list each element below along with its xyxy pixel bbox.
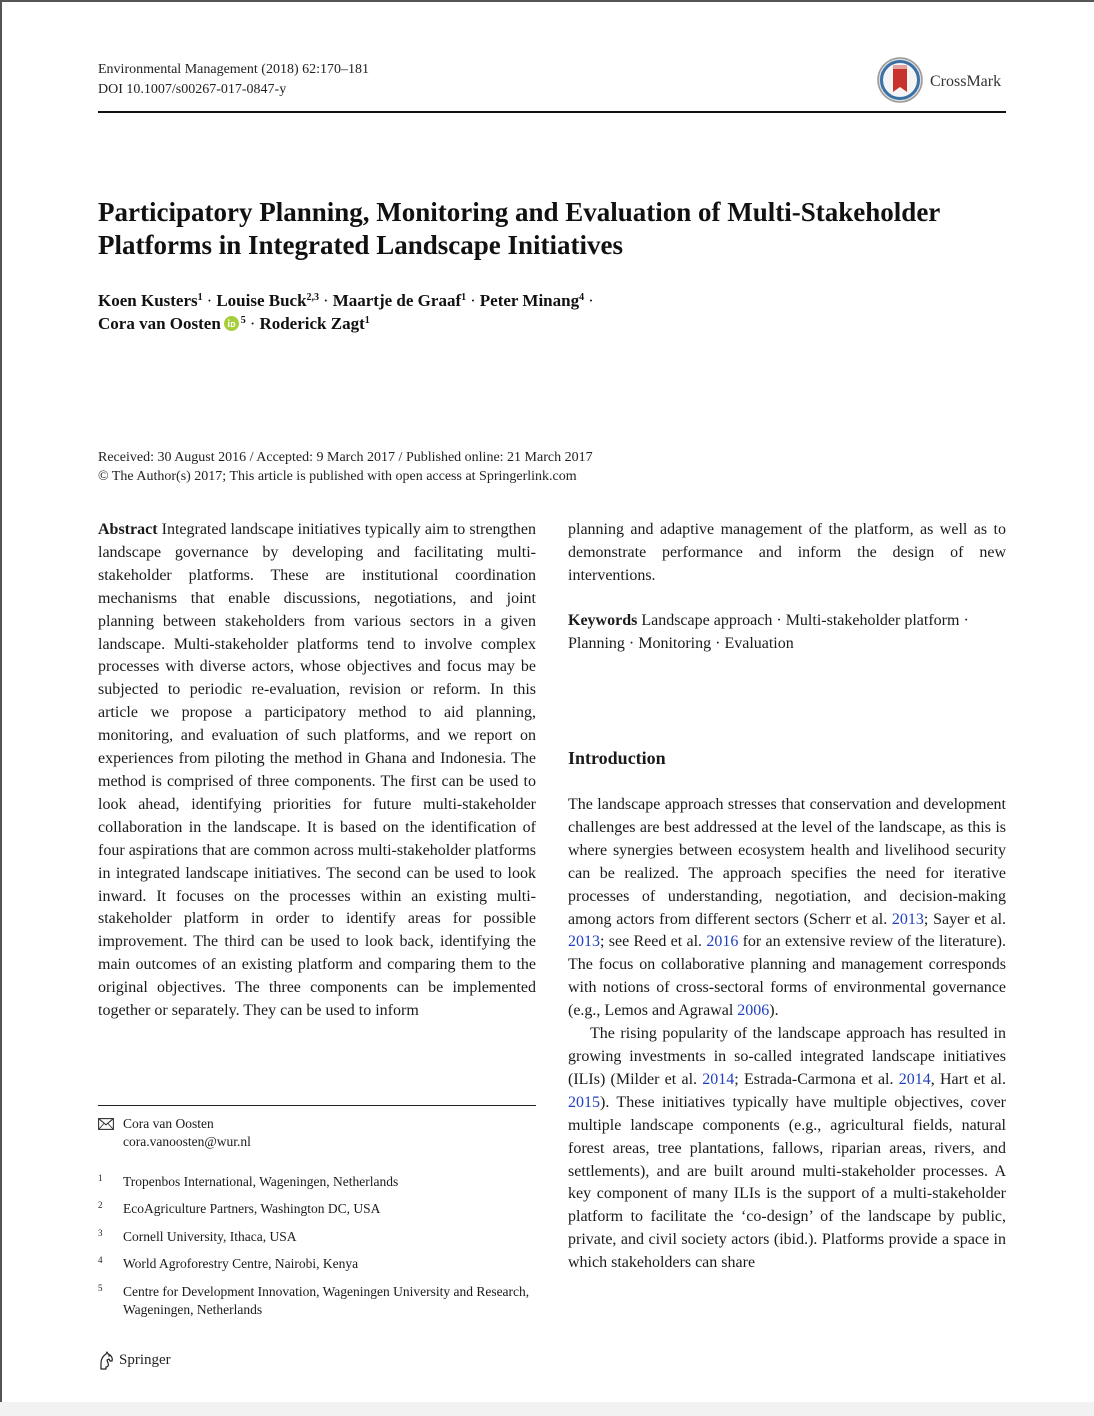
affiliation-text: EcoAgriculture Partners, Washington DC, USA [123, 1201, 381, 1216]
affiliation-number: 1 [98, 1173, 103, 1183]
author-name[interactable]: Cora van Oosten [98, 314, 221, 333]
keyword: Monitoring [638, 634, 712, 652]
intro-paragraph-1 [568, 794, 1006, 1023]
affiliation-number: 4 [98, 1255, 103, 1265]
author-line-2 [98, 312, 1006, 335]
keyword: Landscape approach [641, 612, 773, 629]
citation-link[interactable]: 2013 [568, 933, 600, 951]
orcid-icon[interactable] [224, 316, 239, 331]
intro-text: for an extensive review of the literature). The focus on collaborative planning and management corresponds with notions of cross-sectoral forms of environmental governance (e.g., Lemos and Agrawal [568, 933, 1007, 1020]
introduction-heading: Introduction [568, 748, 666, 768]
abstract-text: Integrated landscape initiatives typically aim to strengthen landscape governance by developing and facilitating multi-stakeholder platforms. These are institutional coordination mechanisms that enable discussions, negotiations, and joint planning between stakeholders from various sectors in a given landscape. Multi-stakeholder platforms tend to involve complex processes with diverse actors, whose objectives and focus may be subjected to periodic re-evaluation, revision or reform. In this article we propose a participatory method to aid planning, monitoring, and evaluation of such platforms, and we report on experiences from piloting the method in Ghana and Indonesia. The method is comprised of three components. The first can be used to look ahead, identifying priorities for future multi-stakeholder collaboration in the landscape. It is based on the identification of four aspirations that are common across multi-stakeholder platforms in integrated landscape initiatives. The second can be used to look inward. It focuses on the processes within an existing multi-stakeholder platform in order to identify areas for possible improvement. The third can be used to look back, identifying the main outcomes of an existing platform and comparing them to the original objectives. The three components can be implemented together or separately. They can be used to inform [98, 521, 537, 1020]
publication-dates [98, 448, 593, 486]
doi[interactable]: DOI 10.1007/s00267-017-0847-y [98, 82, 287, 97]
author-separator: · [206, 291, 213, 310]
abstract [98, 519, 536, 1023]
introduction-body [568, 794, 1006, 1275]
article-title: Participatory Planning, Monitoring and Evaluation of Multi-Stakeholder Platforms in Integrated Landscape Initiatives [98, 197, 940, 260]
citation-link[interactable]: 2014 [702, 1070, 735, 1088]
crossmark-icon [876, 56, 924, 104]
affiliation-number: 3 [98, 1228, 103, 1238]
affiliation-number: 2 [98, 1200, 103, 1210]
dates-line: Received: 30 August 2016 / Accepted: 9 March 2017 / Published online: 21 March 2017 [98, 450, 593, 465]
author-affiliation-mark: 1 [461, 292, 467, 303]
intro-text: ; Estrada-Carmona et al. [734, 1070, 899, 1088]
citation-link[interactable]: 2016 [706, 933, 739, 951]
affiliation-text: Centre for Development Innovation, Wageningen University and Research, Wageningen, Netherlands [123, 1284, 530, 1317]
keywords [568, 610, 1006, 656]
affiliation-text: Tropenbos International, Wageningen, Netherlands [123, 1174, 399, 1189]
footnote-rule [98, 1105, 536, 1106]
intro-paragraph-2 [568, 1023, 1006, 1275]
keyword: Planning [568, 634, 625, 652]
page-bottom-strip [0, 1402, 1094, 1416]
author-affiliation-mark: 1 [197, 292, 203, 303]
author-separator: · [249, 314, 256, 333]
envelope-icon [98, 1118, 114, 1130]
author-list [98, 289, 1006, 335]
author-name[interactable]: Koen Kusters [98, 291, 198, 310]
page-frame-top [0, 0, 1094, 2]
author-name[interactable]: Roderick Zagt [259, 314, 365, 333]
intro-text: , Hart et al. [930, 1070, 1007, 1088]
citation-link[interactable]: 2014 [898, 1070, 931, 1088]
keyword: Multi-stakeholder platform [785, 612, 960, 629]
author-affiliation-mark: 5 [240, 315, 246, 326]
correspondence-details [123, 1115, 251, 1151]
corresponding-author-email[interactable]: cora.vanoosten@wur.nl [123, 1134, 251, 1149]
affiliation-number: 5 [98, 1283, 103, 1293]
author-affiliation-mark: 2,3 [306, 292, 320, 303]
intro-text: ; see Reed et al. [600, 933, 707, 951]
keyword: Evaluation [724, 634, 794, 652]
intro-text: ). [769, 1002, 779, 1020]
author-name[interactable]: Peter Minang [479, 291, 580, 310]
springer-horse-icon [98, 1351, 115, 1370]
author-affiliation-mark: 1 [364, 315, 370, 326]
corresponding-author-name: Cora van Oosten [123, 1116, 214, 1131]
citation-link[interactable]: 2006 [737, 1002, 770, 1020]
intro-text: ). These initiatives typically have multiple objectives, cover multiple landscape components (e.g., agricultural fields, natural forest areas, tree plantations, fallows, riparian areas, rivers, and settlements), and are built around multi-stakeholder processes. A key component of many ILIs is the support of a multi-stakeholder platform to facilitate the ‘co-design’ of the landscape by public, private, and civil society actors (ibid.). Platforms provide a space in which stakeholders can share [568, 1093, 1006, 1272]
author-name[interactable]: Maartje de Graaf [332, 291, 462, 310]
abstract-column [98, 519, 536, 1023]
author-line-1 [98, 289, 1006, 312]
abstract-continued [568, 519, 1006, 588]
intro-text: ; Sayer et al. [923, 910, 1007, 928]
author-separator: · [323, 291, 329, 310]
copyright-line: © The Author(s) 2017; This article is published with open access at Springerlink.com [98, 469, 577, 484]
author-name[interactable]: Louise Buck [216, 291, 307, 310]
header-rule [98, 111, 1006, 113]
intro-text: The landscape approach stresses that conservation and development challenges are best addressed at the level of the landscape, as this is where synergies between ecosystem health and livelihood security can be realized. The approach specifies the need for iterative processes of understanding, negotiation, and decision-making among actors from different sectors (Scherr et al. [568, 796, 1006, 928]
intro-text: The rising popularity of the landscape approach has resulted in growing investments in so-called integrated landscape initiatives (ILIs) (Milder et al. [568, 1025, 1006, 1088]
author-separator: · [588, 291, 594, 310]
citation-link[interactable]: 2013 [891, 910, 924, 928]
author-separator: · [470, 291, 476, 310]
abstract-label: Abstract [98, 521, 158, 538]
page-frame-left [0, 0, 2, 1416]
keywords-label: Keywords [568, 612, 638, 629]
abstract-continued-text: planning and adaptive management of the platform, as well as to demonstrate performance and inform the design of new interventions. [568, 521, 1006, 584]
journal-reference: Environmental Management (2018) 62:170–181 [98, 62, 369, 77]
keywords-paragraph: Keywords Landscape approach · Multi-stakeholder platform · Planning · Monitoring · Evaluation [568, 612, 969, 652]
crossmark-label: CrossMark [930, 73, 1002, 90]
author-affiliation-mark: 4 [579, 292, 585, 303]
affiliation-text: Cornell University, Ithaca, USA [123, 1229, 297, 1244]
citation-link[interactable]: 2015 [568, 1093, 600, 1111]
publisher-name: Springer [119, 1352, 171, 1368]
affiliation-text: World Agroforestry Centre, Nairobi, Kenya [123, 1256, 359, 1271]
